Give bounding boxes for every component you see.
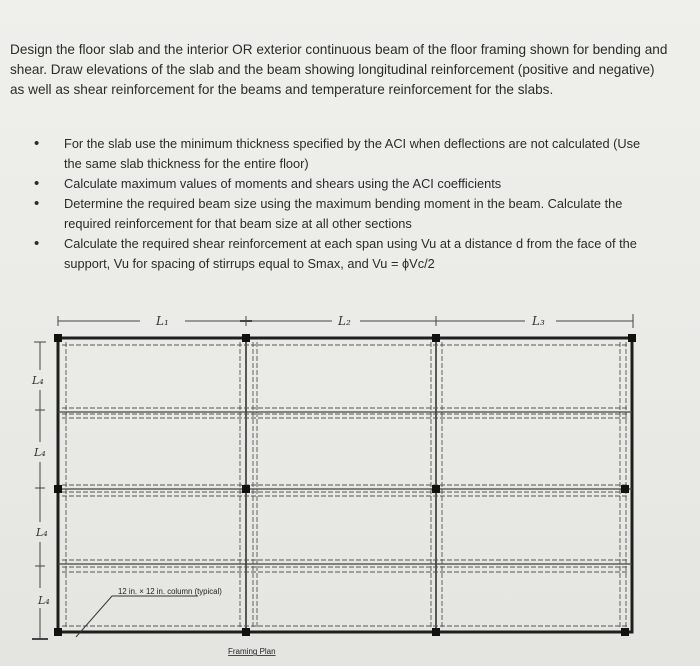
framing-plan-title: Framing Plan (228, 647, 276, 656)
column-marker (432, 485, 440, 493)
problem-intro: Design the floor slab and the interior OR exterior continuous beam of the floor framing shown for bending and shear. Draw elevations of the slab and the beam showing longitudinal reinforcement (positive and negative) as well as shear reinforcement for the beams and temperature reinforcement for the slabs. (10, 42, 668, 97)
span-label-l1: L₁ (156, 314, 169, 328)
span-label-l3: L₃ (532, 314, 545, 328)
grid-line-solid (58, 412, 632, 564)
column-marker (242, 334, 250, 342)
requirement-item: • Determine the required beam size using the maximum bending moment in the beam. Calculate the required reinforcement for that beam size at all other sections (28, 194, 658, 234)
column-marker (54, 485, 62, 493)
requirement-item: • For the slab use the minimum thickness specified by the ACI when deflections are not calculated (Use the same slab thickness for the entire floor) (28, 134, 658, 174)
framing-plan-drawing (0, 292, 700, 666)
column-marker (621, 628, 629, 636)
column-marker (432, 334, 440, 342)
span-label-l2: L₂ (338, 314, 351, 328)
bay-label: L₄ (32, 374, 44, 387)
beam-lines (62, 345, 628, 626)
column-marker (54, 628, 62, 636)
column-marker (621, 485, 629, 493)
column-marker (242, 628, 250, 636)
bay-label: L₄ (38, 594, 50, 607)
bay-label: L₄ (34, 446, 46, 459)
column-marker (54, 334, 62, 342)
requirements-list (28, 134, 658, 274)
column-marker (242, 485, 250, 493)
bay-label: L₄ (36, 526, 48, 539)
requirement-item: • Calculate maximum values of moments and shears using the ACI coefficients (28, 174, 658, 194)
column-note: 12 in. × 12 in. column (typical) (118, 587, 222, 596)
column-marker (628, 334, 636, 342)
column-marker (432, 628, 440, 636)
requirement-item: • Calculate the required shear reinforcement at each span using Vu at a distance d from the face of the support, Vu for spacing of stirrups equal to Smax, and Vu = ϕVc/2 (28, 234, 658, 274)
